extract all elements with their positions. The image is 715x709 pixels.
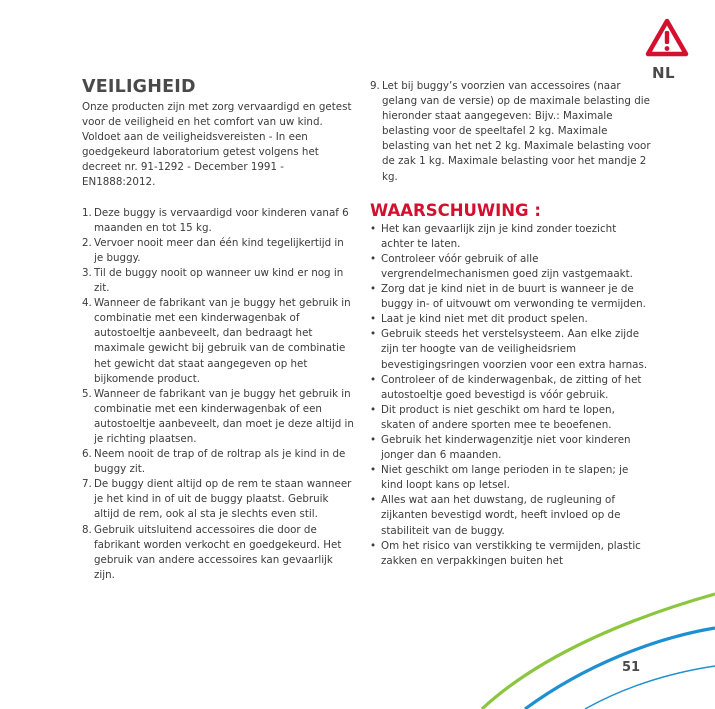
safety-intro: Onze producten zijn met zorg vervaardigd en getest voor de veiligheid en het comfort van uw kind. Voldoet aan de veiligheidsvereisten - In een goedgekeurd laboratorium getest volgens het decreet nr. 91-1292 - December 1991 - EN1888:2012.	[82, 101, 352, 189]
bullet-text: Dit product is niet geschikt om hard te lopen, skaten of andere sporten mee te beoefenen.	[381, 403, 615, 431]
item-number: 8.	[82, 523, 92, 536]
item-text: Wanneer de fabrikant van je buggy het gebruik in combinatie met een kinderwagenbak of een autostoeltje aanbeveelt, dan moet je deze altijd in je richting plaatsen.	[94, 387, 354, 445]
item-number: 3.	[82, 266, 92, 279]
bullet-icon: •	[370, 373, 377, 386]
item-text: De buggy dient altijd op de rem te staan wanneer je het kind in of uit de buggy plaatst. Gebruik altijd de rem, ook al sta je slechts even stil.	[94, 478, 352, 521]
item-number: 6.	[82, 448, 92, 461]
bullet-text: Het kan gevaarlijk zijn je kind zonder toezicht achter te laten.	[381, 222, 617, 250]
swoosh-blue-line-thin	[585, 666, 715, 709]
swoosh-blue-line	[525, 628, 715, 709]
language-tag: NL	[652, 64, 676, 82]
bullet-icon: •	[370, 283, 377, 296]
item-text: Deze buggy is vervaardigd voor kinderen vanaf 6 maanden en tot 15 kg.	[94, 206, 349, 234]
bullet-text: Niet geschikt om lange perioden in te slapen; je kind loopt kans op letsel.	[381, 464, 629, 492]
bullet-icon: •	[370, 313, 377, 326]
swoosh-green-line	[482, 594, 715, 709]
bullet-text: Zorg dat je kind niet in de buurt is wanneer je de buggy in- of uitvouwt om verwonding te vermijden.	[381, 283, 646, 311]
safety-title: VEILIGHEID	[82, 77, 196, 97]
bullet-icon: •	[370, 403, 377, 416]
item-number: 7.	[82, 478, 92, 491]
item-number: 2.	[82, 236, 92, 249]
bullet-icon: •	[370, 539, 377, 552]
item-number: 9.	[370, 80, 380, 92]
bullet-icon: •	[370, 433, 377, 446]
item-text: Neem nooit de trap of de roltrap als je kind in de buggy zit.	[94, 448, 346, 476]
bullet-icon: •	[370, 464, 377, 477]
bullet-icon: •	[370, 222, 377, 235]
bullet-text: Controleer vóór gebruik of alle vergrendelmechanismen goed zijn vastgemaakt.	[381, 252, 633, 280]
bullet-icon: •	[370, 494, 377, 507]
item-number: 1.	[82, 206, 92, 219]
bullet-text: Laat je kind niet met dit product spelen.	[381, 313, 588, 326]
warning-title: WAARSCHUWING :	[370, 200, 541, 220]
bullet-text: Om het risico van verstikking te vermijden, plastic zakken en verpakkingen buiten het	[381, 539, 641, 567]
bullet-text: Alles wat aan het duwstang, de rugleuning of zijkanten bevestigd wordt, heeft invloed op de stabiliteit van de buggy.	[381, 494, 621, 537]
item-text: Wanneer de fabrikant van je buggy het gebruik in combinatie met een kinderwagenbak of autostoeltje aanbeveelt, dan bedraagt het maximale gewicht bij gebruik van de combinatie het gewicht dat staat aangegeven op het bijkomende product.	[94, 297, 351, 385]
bullet-icon: •	[370, 328, 377, 341]
item-text: Gebruik uitsluitend accessoires die door de fabrikant worden verkocht en goedgekeurd. Het gebruik van andere accessoires kan gevaarlijk zijn.	[94, 523, 342, 581]
bullet-icon: •	[370, 252, 377, 265]
page-number: 51	[622, 660, 641, 675]
bullet-text: Gebruik steeds het verstelsysteem. Aan elke zijde zijn ter hoogte van de veiligheidsriem bevestigingsringen voorzien voor een extra harnas.	[381, 328, 648, 371]
bullet-text: Gebruik het kinderwagenzitje niet voor kinderen jonger dan 6 maanden.	[381, 433, 631, 462]
item-text: Vervoer nooit meer dan één kind tegelijkertijd in je buggy.	[94, 236, 344, 264]
item-number: 5.	[82, 387, 92, 400]
bullet-text: Controleer of de kinderwagenbak, de zitting of het autostoeltje goed bevestigd is vóór gebruik.	[381, 373, 642, 401]
item-number: 4.	[82, 297, 92, 310]
item-text: Let bij buggy’s voorzien van accessoires (naar gelang van de versie) op de maximale belasting die hieronder staat aangegeven: Bijv.: Maximale belasting voor de speeltafel 2 kg. Maximale belasting van het net 2 kg. Maximale belasting voor de zak 1 kg. Maximale belasting voor het mandje 2 kg.	[382, 80, 651, 183]
item-text: Til de buggy nooit op wanneer uw kind er nog in zit.	[94, 266, 344, 295]
